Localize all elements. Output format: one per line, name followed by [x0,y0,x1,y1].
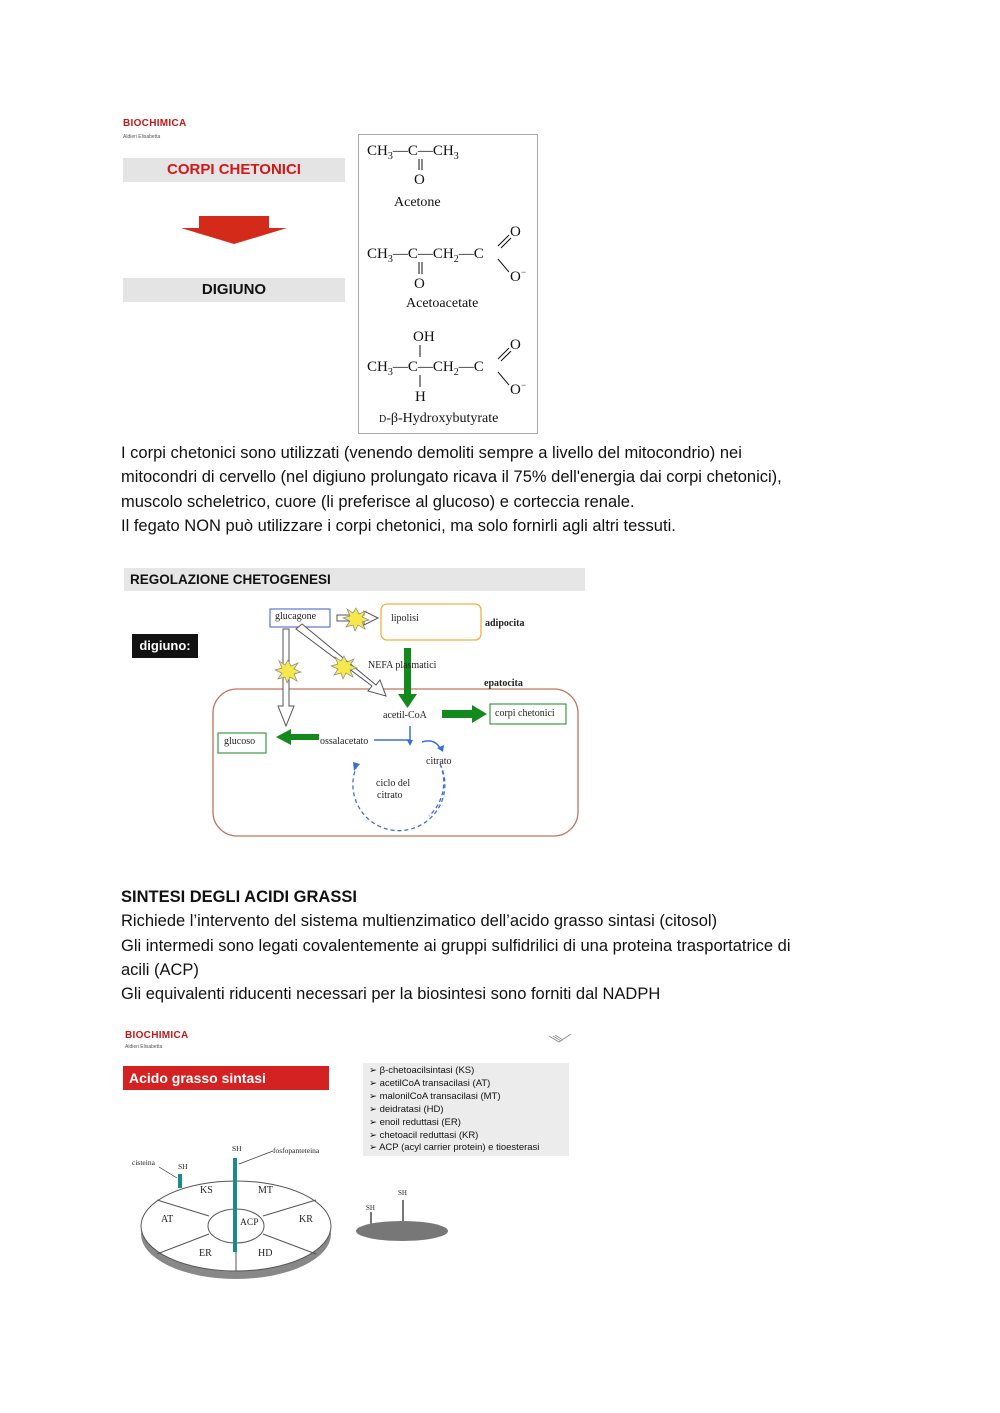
svg-text:O: O [414,276,425,292]
acetoacetate-name: Acetoacetate [406,296,479,311]
enzyme-item [369,1091,563,1104]
svg-text:O: O [510,382,521,398]
slide-subtitle: DIGIUNO [123,278,345,302]
corner-logo-icon [549,1034,571,1044]
paragraph-line: Gli equivalenti riducenti necessari per la biosintesi sono forniti dal NADPH [121,985,661,1004]
slide-regolazione-chetogenesi [124,568,586,840]
paragraph-line: I corpi chetonici sono utilizzati (venendo demoliti sempre a livello del mitocondrio) nei [121,444,742,462]
svg-text:O: O [510,269,521,285]
enzyme-item [369,1130,563,1143]
enzyme-item [369,1104,563,1117]
svg-text:CH3—C—CH2—C: $CH_3—C—CH_2—C$ [367,359,484,378]
paragraph-line: Il fegato NON può utilizzare i corpi chetonici, ma solo fornirli agli altri tessuti. [121,516,676,535]
bullet-arrow-icon: ➢ [369,1129,380,1141]
digiuno-badge: digiuno: [132,634,198,658]
segment-er: ER [199,1248,212,1259]
svg-text:CH3—C—CH3: $CH_3—C—CH_3$ [367,143,459,162]
bullet-arrow-icon: ➢ [369,1142,380,1154]
svg-text:−: − [521,267,527,277]
acetone-structure [367,143,459,188]
bullet-arrow-icon: ➢ [369,1116,380,1128]
label-glucagone: glucagone [275,611,317,622]
enzyme-list [363,1063,569,1156]
hydroxybutyrate-prefix: D [379,414,387,425]
slide-corpi-chetonici [121,118,539,436]
enzyme-label: deidratasi (HD) [379,1103,444,1115]
svg-text:CH3—C—CH2—C: $CH_3—C—CH_2—C$ [367,246,484,265]
label-acetil-coa: acetil-CoA [383,710,427,721]
acetoacetate-structure [367,224,526,292]
label-corpi-chetonici: corpi chetonici [495,708,555,719]
enzyme-item [369,1065,563,1078]
paragraph-line: Gli intermedi sono legati covalentemente ai gruppi sulfidrilici di una proteina trasportatrice di [121,936,791,955]
down-arrow-icon [181,216,287,244]
acetone-name: Acetone [394,195,441,210]
segment-kr: KR [299,1214,313,1225]
segment-at: AT [161,1214,174,1225]
hydroxybutyrate-structure [367,329,526,405]
small-disk-sh-right: SH [398,1189,407,1197]
enzyme-label: β-chetoacilsintasi (KS) [379,1065,475,1076]
paragraph-line: muscolo scheletrico, cuore (li preferisce al glucoso) e corteccia renale. [121,492,635,511]
hydroxybutyrate-rest: -β-Hydroxybutyrate [386,411,499,426]
paragraph-line: acili (ACP) [121,960,199,979]
section-sintesi-acidi-grassi [121,885,901,1006]
svg-text:H: H [415,389,426,405]
slide-title: REGOLAZIONE CHETOGENESI [124,568,585,591]
label-sh-cys: SH [178,1162,188,1171]
slide-acido-grasso-sintasi [121,1030,576,1285]
enzyme-label: chetoacil reduttasi (KR) [379,1129,479,1141]
label-cisteina: cisteina [132,1158,155,1167]
enzyme-item [369,1142,563,1155]
segment-mt: MT [258,1185,273,1196]
enzyme-item [369,1117,563,1130]
label-nefa: NEFA plasmatici [368,660,437,671]
segment-ks: KS [200,1185,213,1196]
paragraph-line: Richiede l’intervento del sistema multienzimatico dell’acido grasso sintasi (citosol) [121,912,718,931]
section-heading: SINTESI DEGLI ACIDI GRASSI [121,888,357,906]
label-ciclo-citrato: citrato [377,790,403,801]
enzyme-label: enoil reduttasi (ER) [379,1116,461,1128]
segment-hd: HD [258,1248,273,1259]
molecule-panel [358,134,538,434]
slide-brand: BIOCHIMICA [123,118,187,129]
label-ossalacetato: ossalacetato [320,736,369,747]
enzyme-label: malonilCoA transacilasi (MT) [379,1090,501,1102]
bullet-arrow-icon: ➢ [369,1103,380,1115]
enzyme-label: ACP (acyl carrier protein) e tioesterasi [379,1142,540,1154]
svg-text:O: O [510,224,521,240]
slide-title: CORPI CHETONICI [123,158,345,182]
label-ciclo-del: ciclo del [376,778,411,789]
slide-brand: BIOCHIMICA [125,1030,189,1041]
bullet-arrow-icon: ➢ [369,1065,380,1076]
svg-text:O: O [510,337,521,353]
segment-acp: ACP [240,1218,259,1228]
label-glucoso: glucoso [224,736,256,747]
small-disk-sh-left: SH [366,1204,375,1212]
label-epatocita: epatocita [484,678,523,689]
svg-text:−: − [521,380,527,390]
svg-text:OH: OH [413,329,435,345]
bullet-arrow-icon: ➢ [369,1077,380,1089]
label-sh-acp: SH [232,1144,242,1153]
molecule-structures [359,135,537,433]
label-adipocita: adipocita [485,618,525,629]
enzyme-label: acetilCoA transacilasi (AT) [379,1077,491,1089]
slide-author: Aldieri Elisabetta [125,1044,163,1050]
chetogenesi-diagram [124,568,586,840]
paragraph-line: mitocondri di cervello (nel digiuno prolungato ricava il 75% dell'energia dai corpi chetonici), [121,468,782,487]
slide-title: Acido grasso sintasi [123,1066,329,1090]
hydroxybutyrate-name [379,411,498,427]
slide-author: Aldieri Elisabetta [123,134,161,140]
svg-text:O: O [414,172,425,188]
paragraph-corpi-chetonici [121,441,901,538]
label-fosfopanteteina: fosfopanteteina [273,1146,320,1155]
bullet-arrow-icon: ➢ [369,1090,380,1102]
label-citrato: citrato [426,756,452,767]
label-lipolisi: lipolisi [391,613,419,624]
enzyme-item [369,1078,563,1091]
